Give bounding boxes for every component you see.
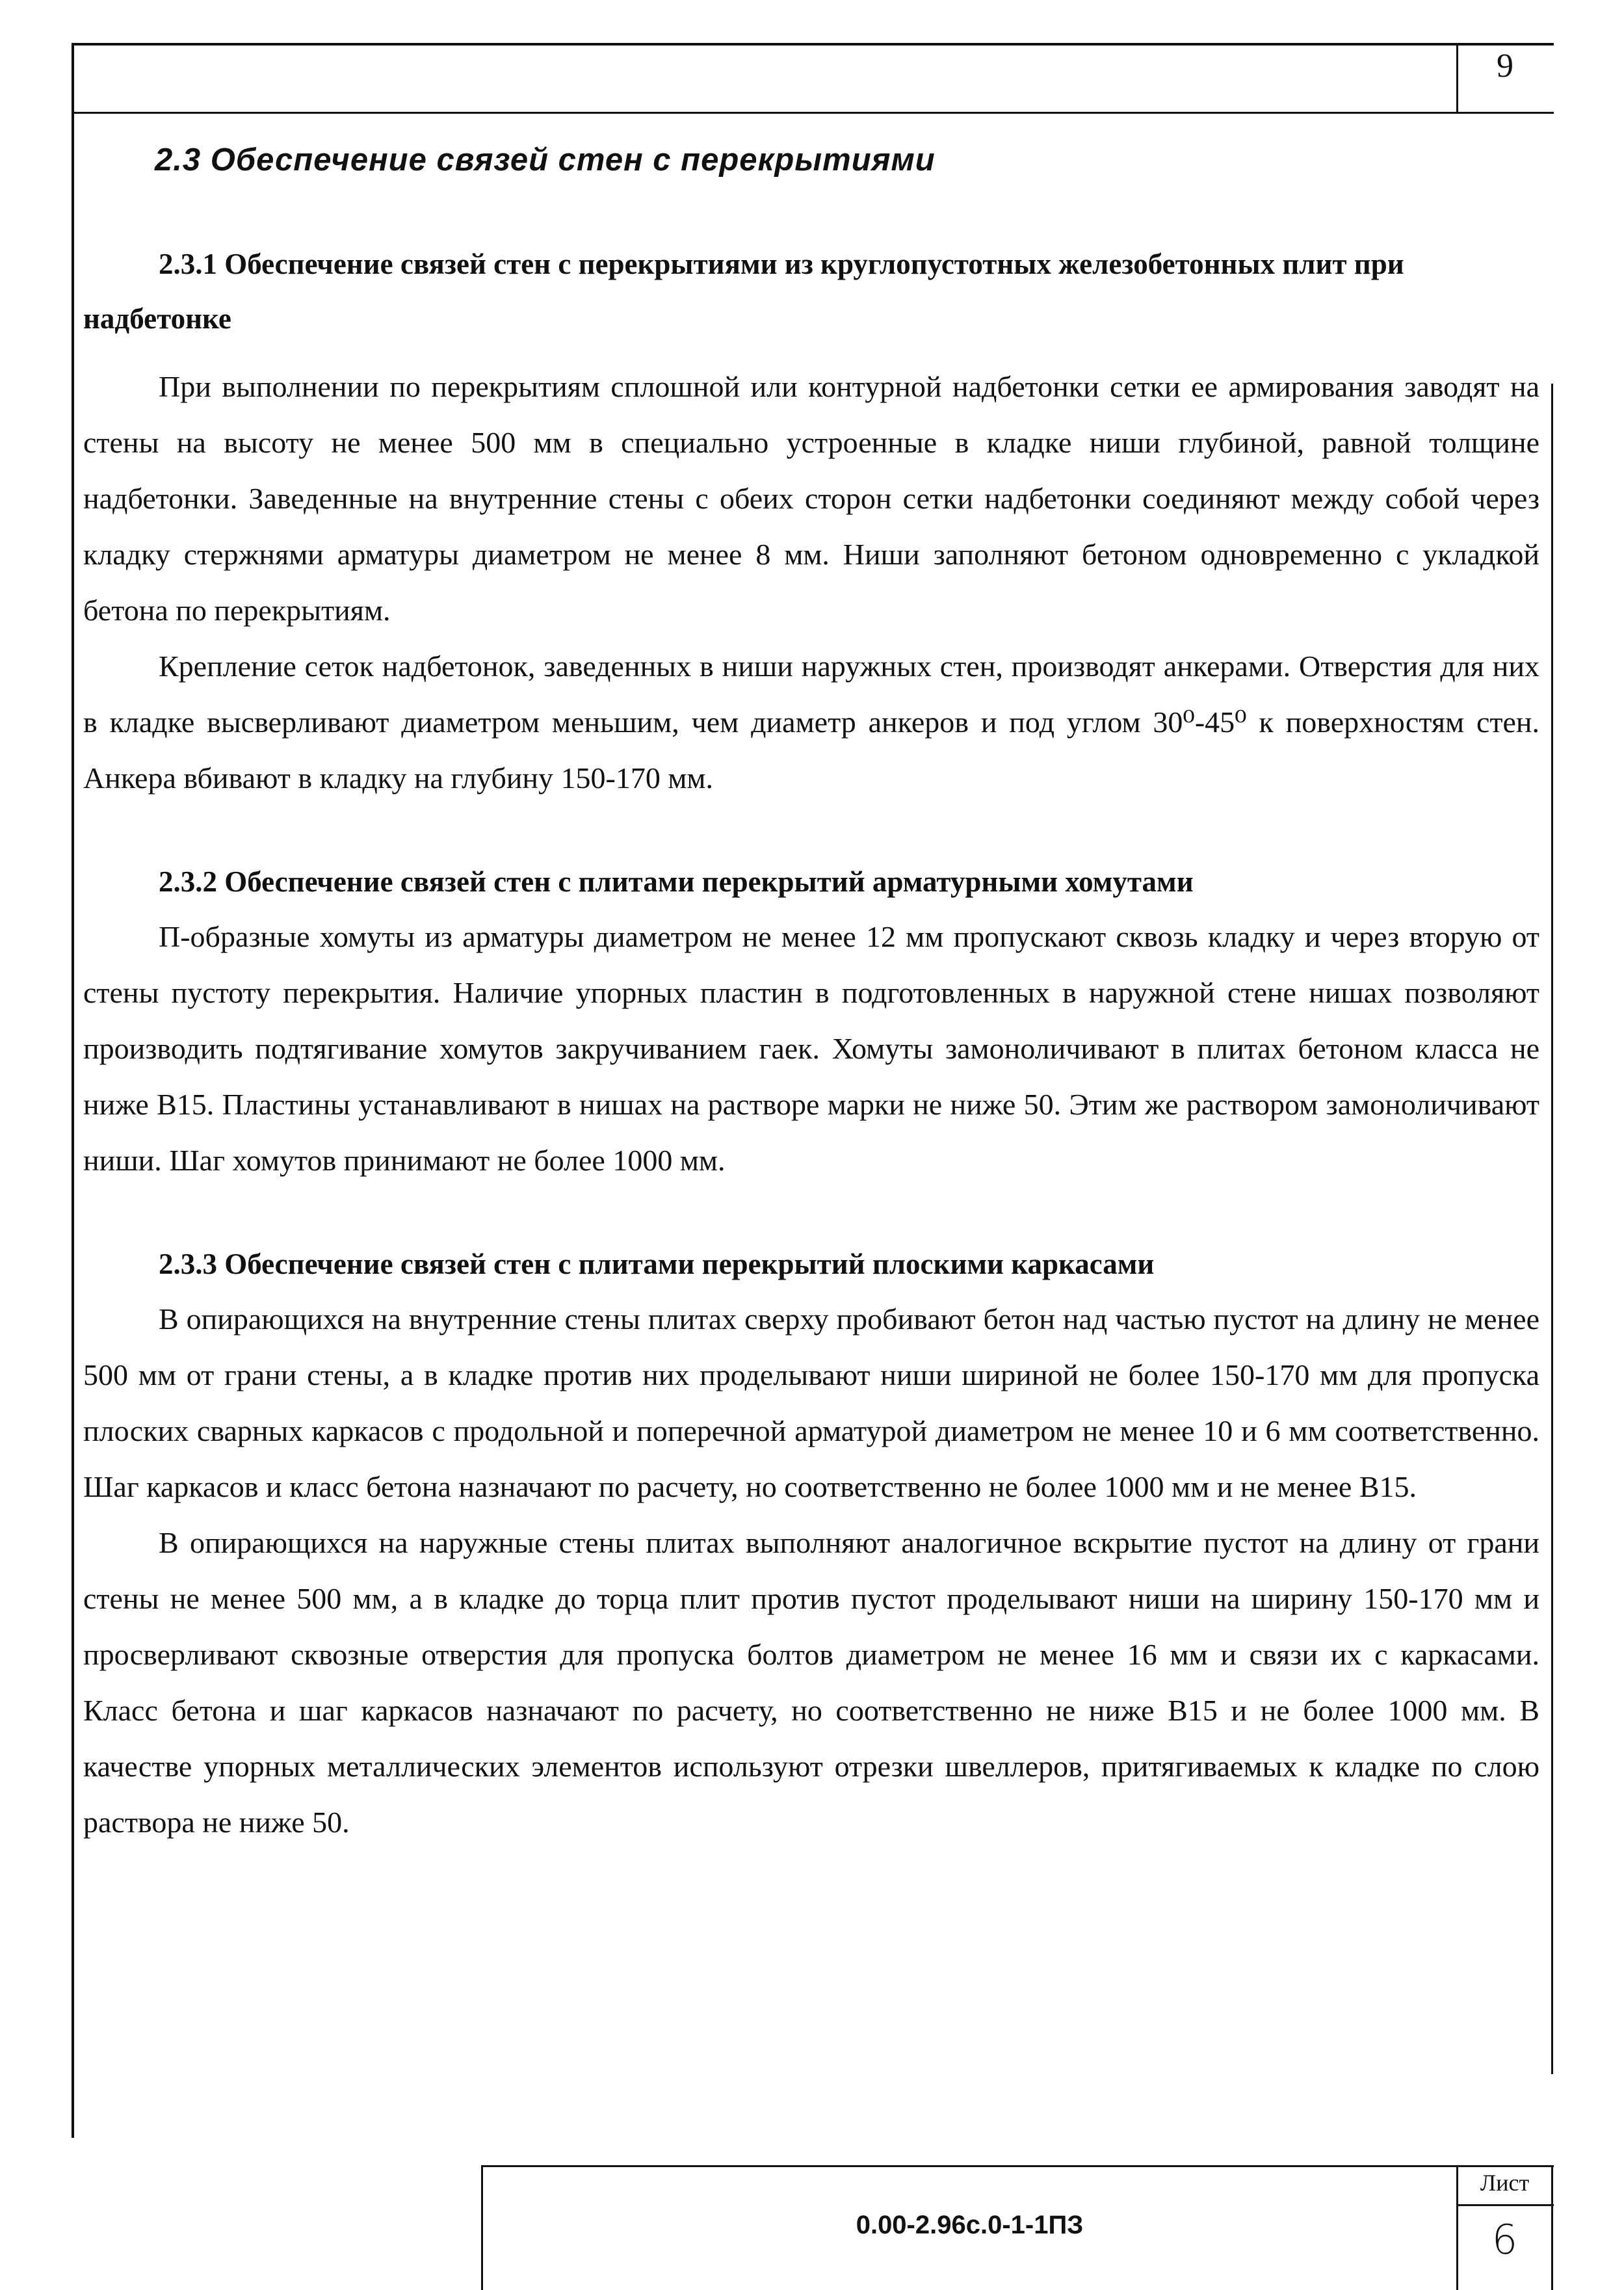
sheet-label: Лист: [1480, 2170, 1530, 2196]
sheet-number: 6: [1491, 2216, 1518, 2263]
subsection-title-2-3-3: 2.3.3 Обеспечение связей стен с плитами перекрытий плоскими каркасами: [159, 1248, 1155, 1280]
paragraph: В опирающихся на наружные стены плитах выполняют аналогичное вскрытие пустот на длину от грани стены не менее 500 мм, а в кладке до торца плит против пустот проделывают ниши на ширину 150-170 мм и просверливают сквозные отверстия для пропуска болтов диаметром не менее 16 мм и связи их с каркасами. Класс бетона и шаг каркасов назначают по расчету, но соответственно не ниже В15 и не более 1000 мм. В качестве упорных металлических элементов используют отрезки швеллеров, притягиваемых к кладке по слою раствора не ниже 50.: [83, 1526, 1539, 1839]
document-body: [83, 130, 1539, 1850]
subsection-title-2-3-1: 2.3.1 Обеспечение связей стен с перекрытиями из круглопустотных железобетонных плит при надбетонке: [83, 248, 1404, 335]
paragraph: П-образные хомуты из арматуры диаметром не менее 12 мм пропускают сквозь кладку и через вторую от стены пустоту перекрытия. Наличие упорных пластин в подготовленных в наружной стене нишах позволяют производить подтягивание хомутов закручиванием гаек. Хомуты замоноличивают в плитах бетоном класса не ниже В15. Пластины устанавливают в нишах на растворе марки не ниже 50. Этим же раствором замоноличивают ниши. Шаг хомутов принимают не более 1000 мм.: [83, 920, 1539, 1177]
frame-left-line: [72, 43, 74, 2138]
frame-right-line: [1551, 384, 1553, 2074]
paragraph: В опирающихся на внутренние стены плитах сверху пробивают бетон над частью пустот на длину не менее 500 мм от грани стены, а в кладке против них проделывают ниши шириной не более 150-170 мм для пропуска плоских сварных каркасов с продольной и поперечной арматурой диаметром не менее 10 и 6 мм соответственно. Шаг каркасов и класс бетона назначают по расчету, но соответственно не более 1000 мм и не менее В15.: [83, 1302, 1539, 1503]
document-code: 0.00-2.96с.0-1-1ПЗ: [856, 2211, 1084, 2239]
frame-header-line: [72, 112, 1554, 114]
subsection-title-2-3-2: 2.3.2 Обеспечение связей стен с плитами перекрытий арматурными хомутами: [159, 865, 1194, 898]
page-number-divider: [1456, 43, 1458, 113]
title-block-sheet-line: [1456, 2204, 1554, 2206]
paragraph: При выполнении по перекрытиям сплошной или контурной надбетонки сетки ее армирования заводят на стены на высоту не менее 500 мм в специально устроенные в кладке ниши глубиной, равной толщине надбетонки. Заведенные на внутренние стены с обеих сторон сетки надбетонки соединяют между собой через кладку стержнями арматуры диаметром не менее 8 мм. Ниши заполняют бетоном одновременно с укладкой бетона по перекрытиям.: [83, 370, 1539, 627]
paragraph: Крепление сеток надбетонок, заведенных в ниши наружных стен, производят анкерами. Отверстия для них в кладке высверливают диаметром меньшим, чем диаметр анкеров и под углом 30⁰-45⁰ к поверхностям стен. Анкера вбивают в кладку на глубину 150-170 мм.: [83, 650, 1539, 795]
title-block-right-line: [1551, 2165, 1553, 2290]
section-title: 2.3 Обеспечение связей стен с перекрытиями: [155, 142, 936, 178]
title-block-top-line: [481, 2165, 1554, 2167]
page-number: 9: [1497, 47, 1513, 85]
frame-top-line: [72, 43, 1554, 46]
